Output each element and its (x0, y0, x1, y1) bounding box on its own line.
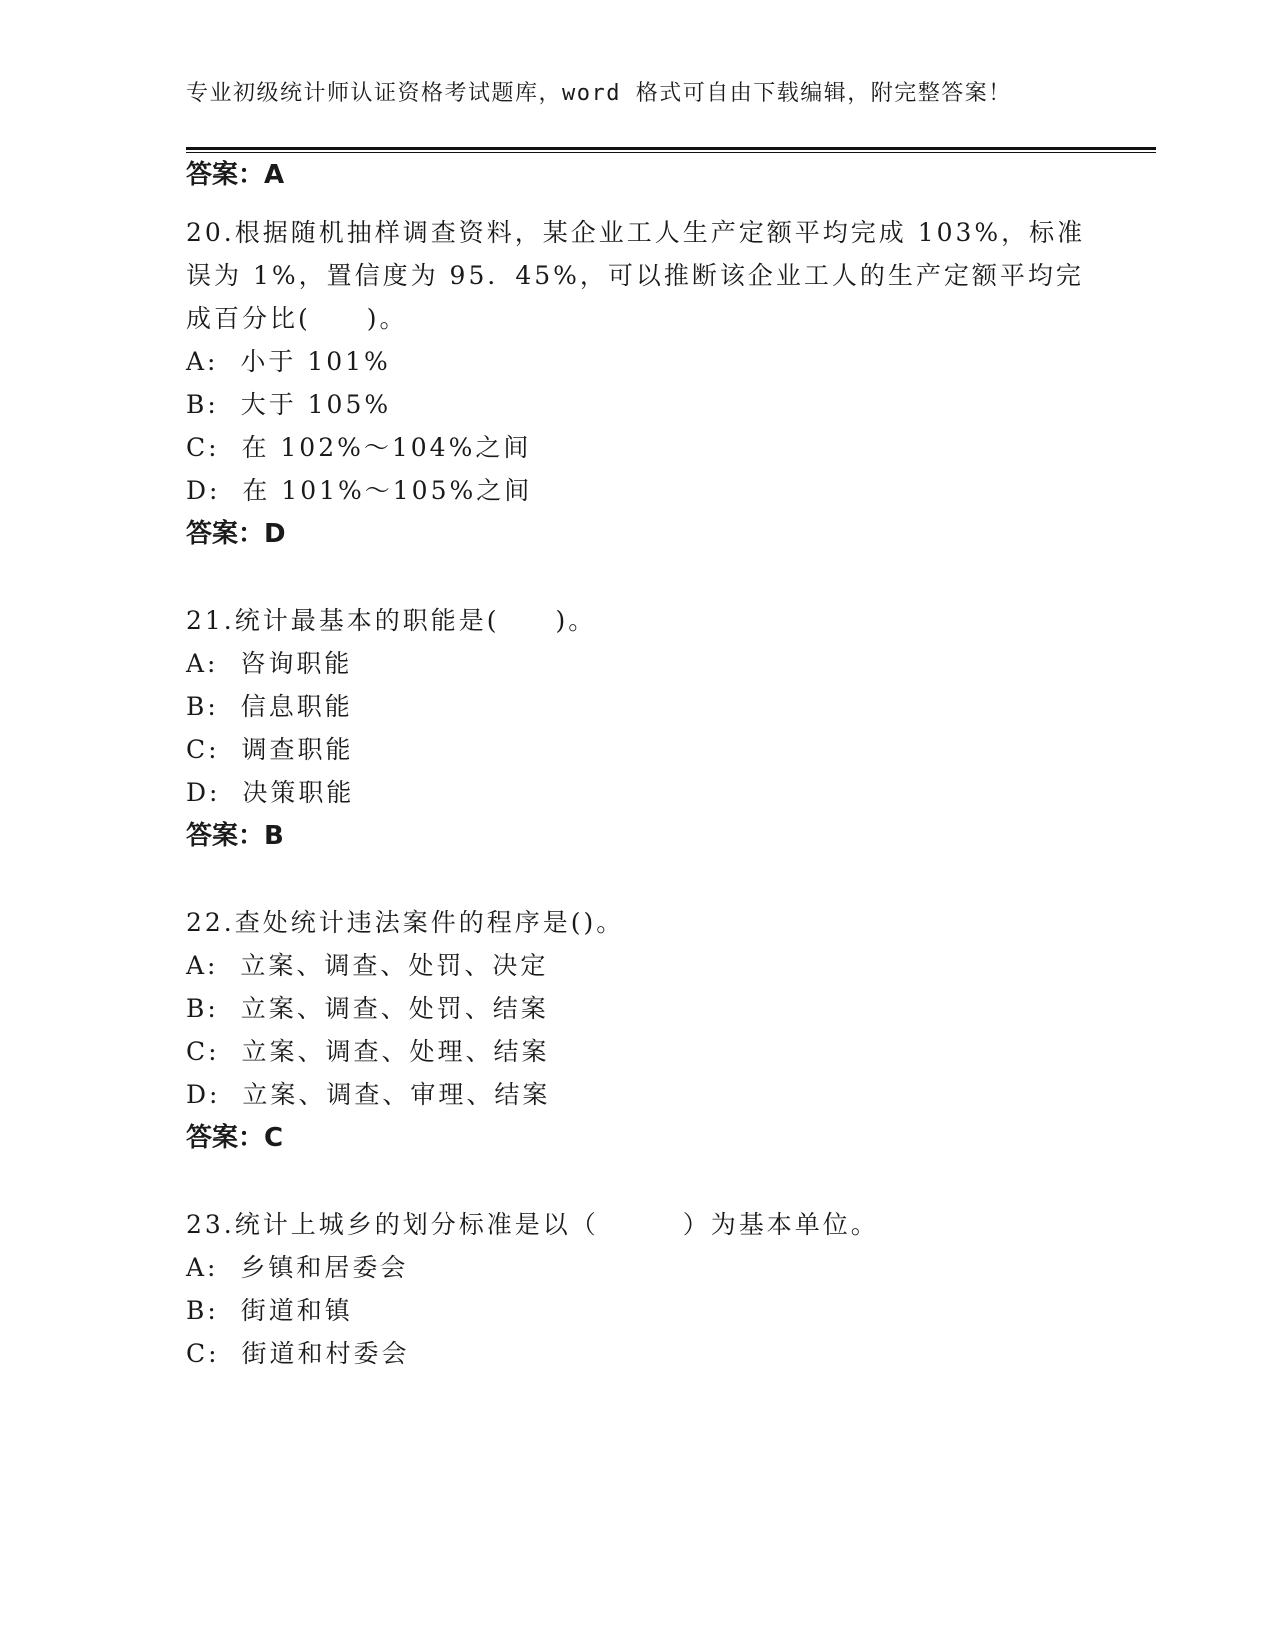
question-20-stem-line-3: 成百分比( )。 (186, 304, 408, 333)
question-22-option-a: A: 立案、调查、处罚、决定 (186, 951, 549, 980)
question-21-stem: 21.统计最基本的职能是( )。 (186, 606, 597, 635)
question-21-option-c: C: 调查职能 (186, 735, 354, 764)
question-23-stem: 23.统计上城乡的划分标准是以（ ）为基本单位。 (186, 1210, 879, 1239)
question-23-option-a: A: 乡镇和居委会 (186, 1253, 409, 1282)
question-23-option-c: C: 街道和村委会 (186, 1339, 410, 1368)
question-21-option-d: D: 决策职能 (186, 778, 355, 807)
question-20-option-a: A: 小于 101% (186, 347, 391, 376)
question-20-stem-line-1: 20.根据随机抽样调查资料，某企业工人生产定额平均完成 103%，标准 (186, 218, 1086, 247)
header-rule-thick (186, 147, 1156, 150)
answer-20: 答案：D (186, 519, 286, 549)
question-20-option-d: D: 在 101%～105%之间 (186, 476, 533, 505)
question-20-option-c: C: 在 102%～104%之间 (186, 433, 532, 462)
question-22-option-c: C: 立案、调查、处理、结案 (186, 1037, 550, 1066)
answer-21: 答案：B (186, 821, 284, 851)
question-20-stem-line-2: 误为 1%，置信度为 95．45%，可以推断该企业工人的生产定额平均完 (186, 261, 1084, 290)
question-22-stem: 22.查处统计违法案件的程序是()。 (186, 908, 625, 937)
answer-19: 答案：A (186, 160, 285, 190)
question-22-option-d: D: 立案、调查、审理、结案 (186, 1080, 551, 1109)
question-20-option-b: B: 大于 105% (186, 390, 392, 419)
header-rule-thin (186, 152, 1156, 153)
question-21-option-b: B: 信息职能 (186, 692, 353, 721)
question-23-option-b: B: 街道和镇 (186, 1296, 353, 1325)
answer-22: 答案：C (186, 1123, 284, 1153)
question-22-option-b: B: 立案、调查、处罚、结案 (186, 994, 549, 1023)
header-text: 专业初级统计师认证资格考试题库，word 格式可自由下载编辑，附完整答案！ (186, 81, 1012, 106)
question-21-option-a: A: 咨询职能 (186, 649, 353, 678)
